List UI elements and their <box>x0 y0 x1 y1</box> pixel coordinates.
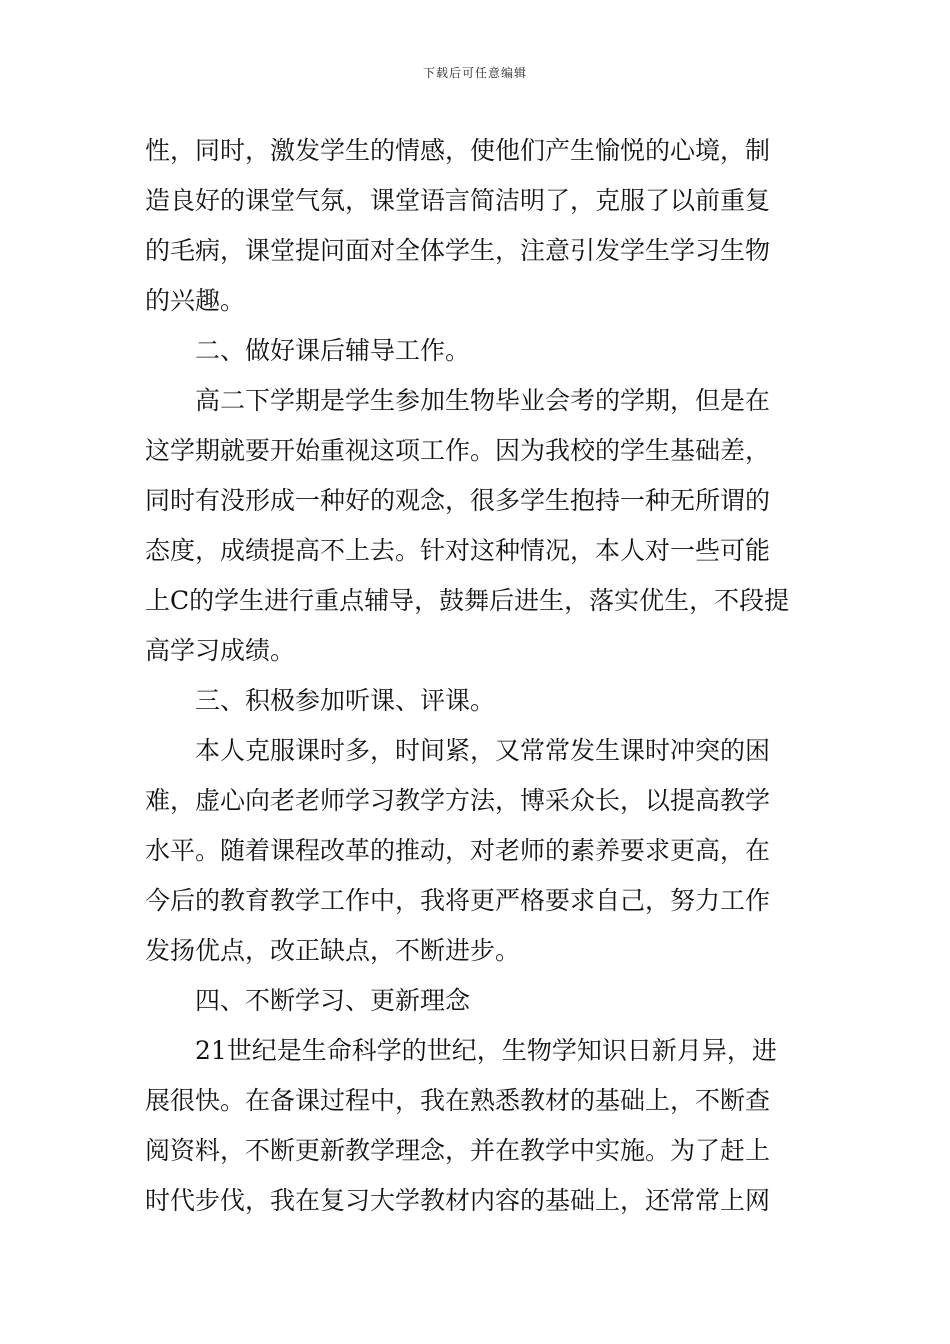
text-line: 同时有没形成一种好的观念，很多学生抱持一种无所谓的 <box>145 486 771 515</box>
section-heading: 四、不断学习、更新理念 <box>195 986 471 1015</box>
text-line: 发扬优点，改正缺点，不断进步。 <box>145 936 521 965</box>
text-line: 上C的学生进行重点辅导，鼓舞后进生，落实优生，不段提 <box>145 586 790 615</box>
page-header: 下载后可任意编辑 <box>422 66 527 80</box>
section-heading: 三、积极参加听课、评课。 <box>195 686 496 715</box>
text-line: 的兴趣。 <box>145 286 246 315</box>
text-line: 态度，成绩提高不上去。针对这种情况，本人对一些可能 <box>145 536 771 565</box>
text-line: 性，同时，激发学生的情感，使他们产生愉悦的心境，制 <box>145 136 771 165</box>
document-body <box>145 126 810 1226</box>
text-line: 这学期就要开始重视这项工作。因为我校的学生基础差， <box>145 436 771 465</box>
text-line: 高学习成绩。 <box>145 636 296 665</box>
text-line: 时代步伐，我在复习大学教材内容的基础上，还常常上网 <box>145 1186 771 1215</box>
text-line: 21世纪是生命科学的世纪，生物学知识日新月异，进 <box>195 1036 777 1065</box>
text-line: 高二下学期是学生参加生物毕业会考的学期，但是在 <box>195 386 771 415</box>
text-line: 的毛病，课堂提问面对全体学生，注意引发学生学习生物 <box>145 236 771 265</box>
text-line: 今后的教育教学工作中，我将更严格要求自己，努力工作 <box>145 886 771 915</box>
text-line: 造良好的课堂气氛，课堂语言简洁明了，克服了以前重复 <box>145 186 771 215</box>
text-line: 本人克服课时多，时间紧，又常常发生课时冲突的困 <box>195 736 771 765</box>
text-line: 难，虚心向老老师学习教学方法，博采众长，以提高教学 <box>145 786 771 815</box>
text-line: 水平。随着课程改革的推动，对老师的素养要求更高，在 <box>145 836 771 865</box>
text-line: 展很快。在备课过程中，我在熟悉教材的基础上，不断查 <box>145 1086 771 1115</box>
text-line: 阅资料，不断更新教学理念，并在教学中实施。为了赶上 <box>145 1136 771 1165</box>
section-heading: 二、做好课后辅导工作。 <box>195 336 471 365</box>
